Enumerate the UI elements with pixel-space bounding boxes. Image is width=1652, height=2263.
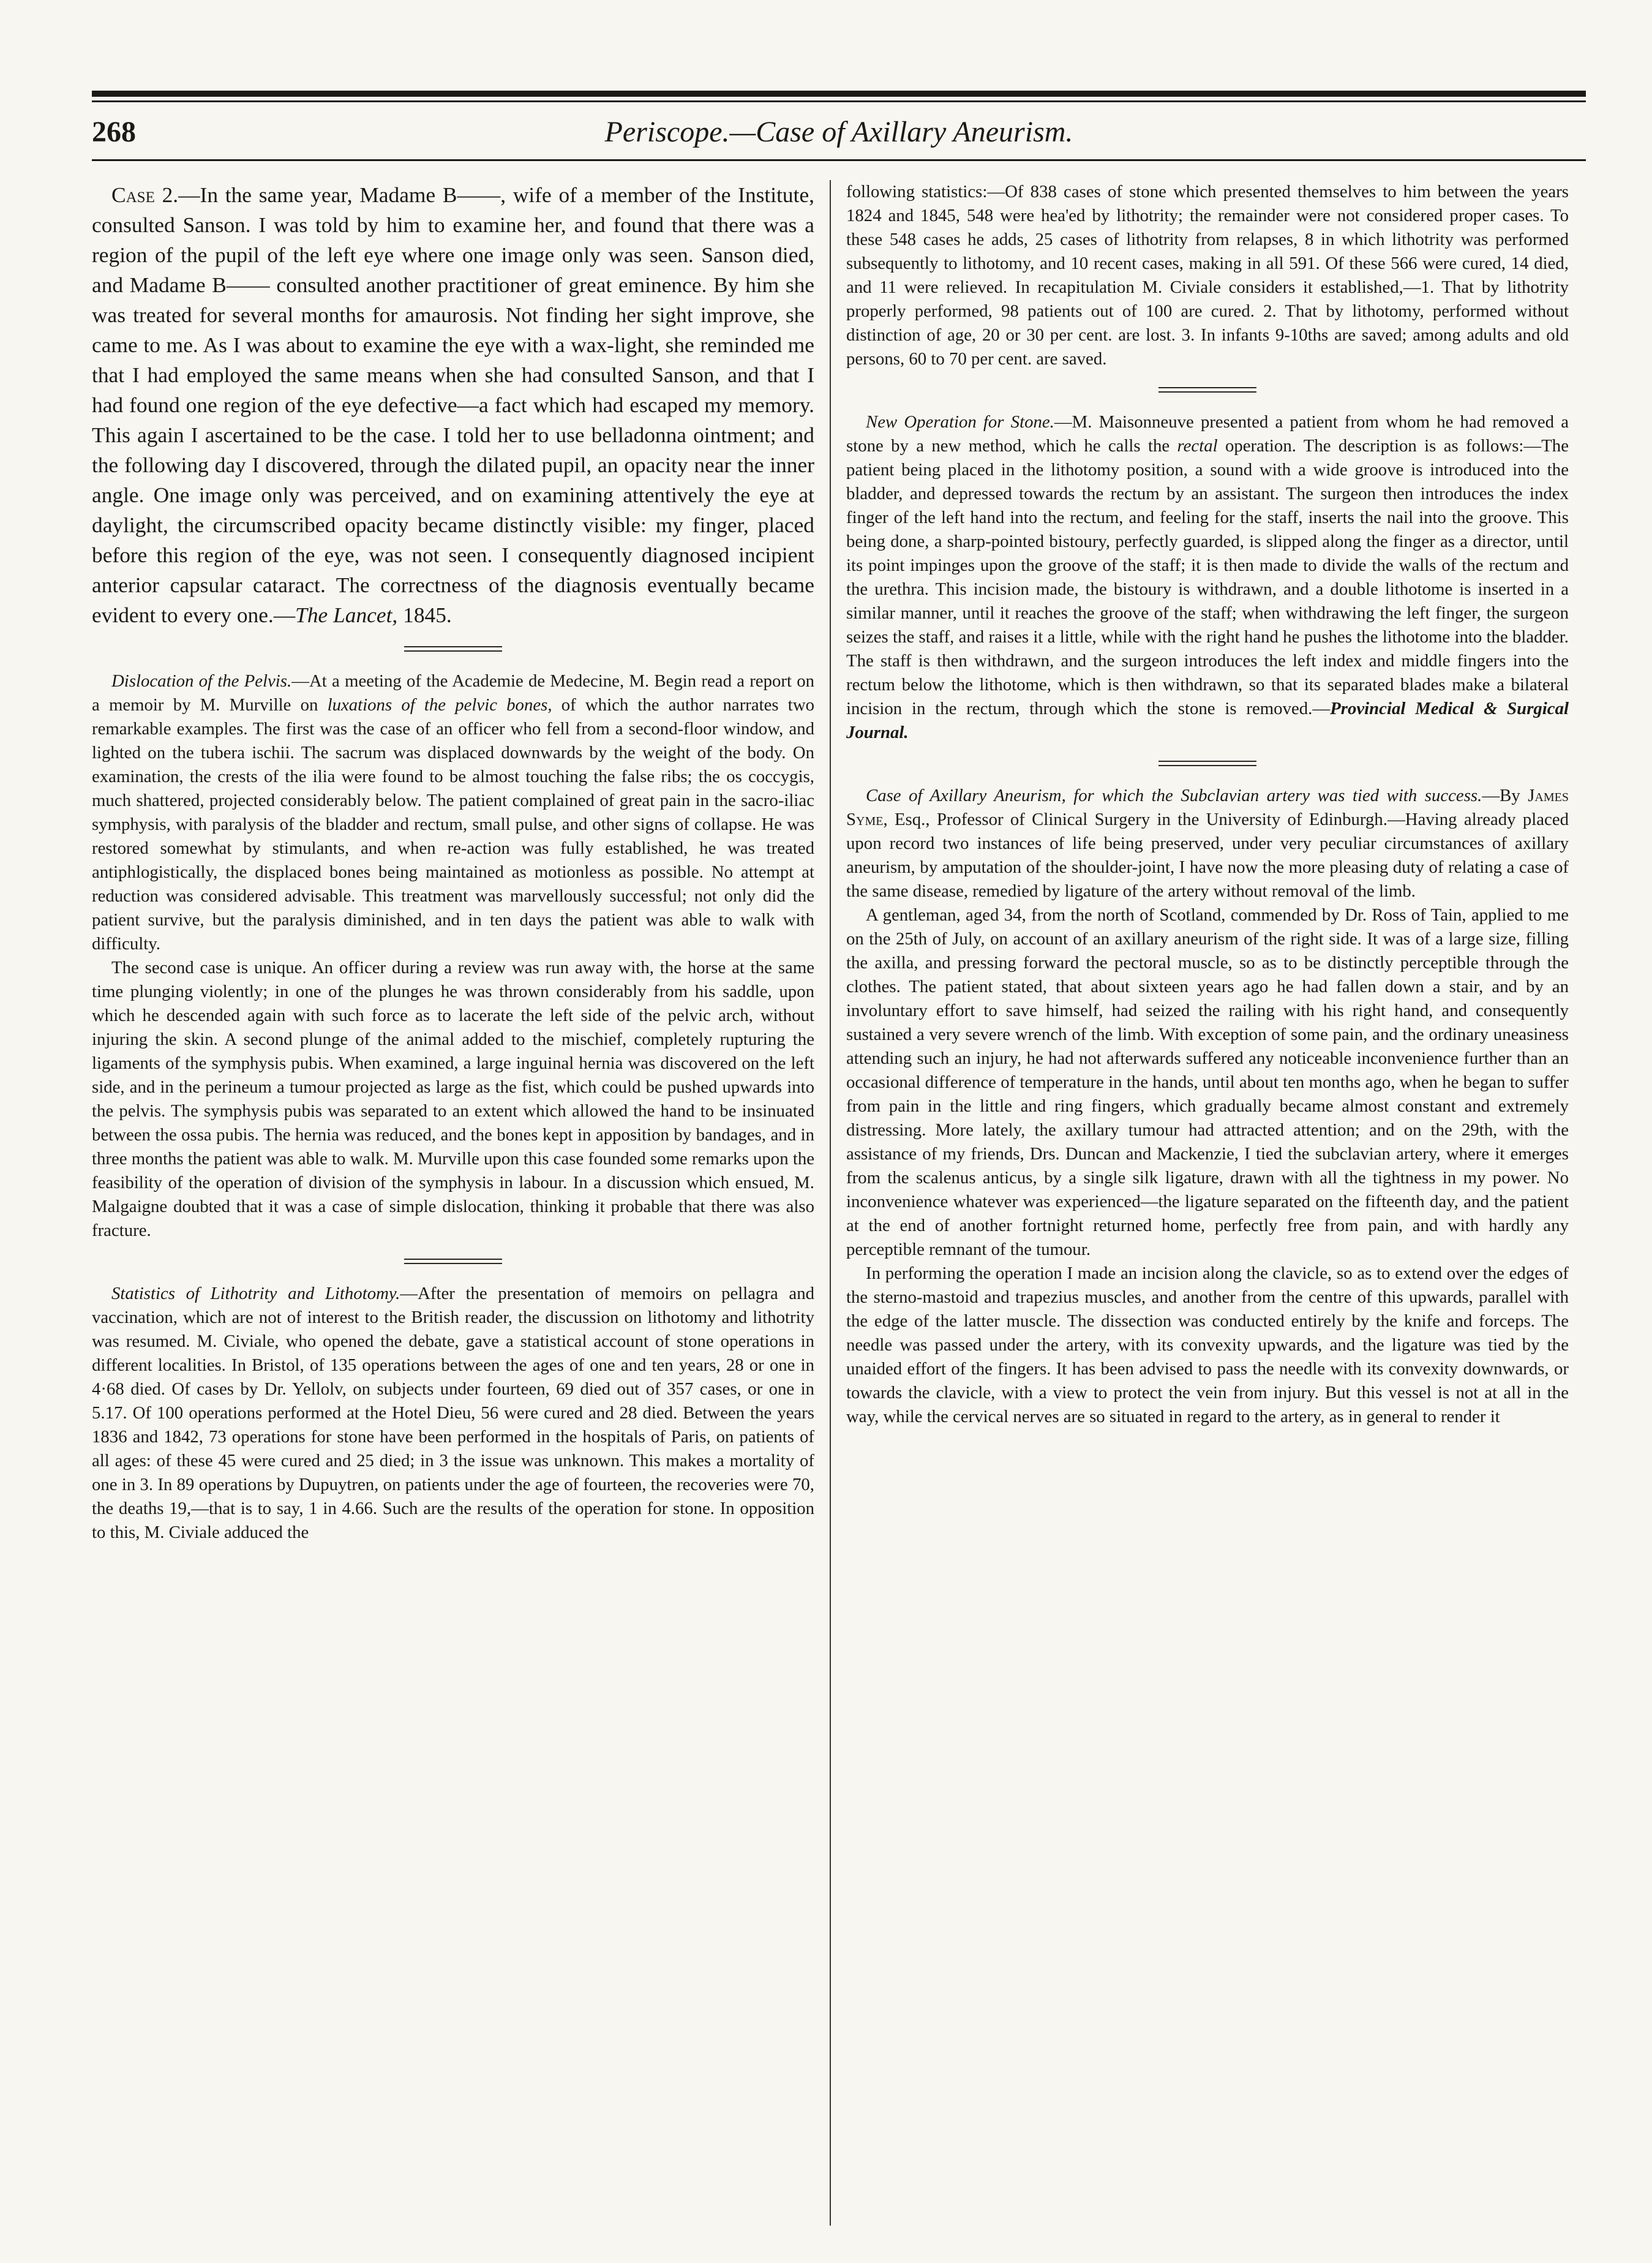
aneurism-text-1: Esq., Professor of Clinical Surgery in the University of Edinburgh.—Having already placed upon record two instances of life being preserved, under very peculiar circumstances of axillary aneurism, by amputation of the shoulder-joint, I have now the more pleasing duty of relating a case of the same disease, remedied by ligature of the artery without removal of the limb. [846, 810, 1569, 901]
header-rule [92, 159, 1586, 161]
aneurism-heading: Case of Axillary Aneurism, for which the Subclavian artery was tied with success. [866, 786, 1482, 805]
dislocation-italic: luxations of the pelvic bones, [327, 695, 552, 715]
aneurism-byline-prefix: —By [1482, 786, 1528, 805]
new-operation-source: Provincial Medical & Surgical Journal. [846, 699, 1569, 742]
dislocation-paragraph-2: The second case is unique. An officer during a review was run away with, the horse at the same time plunging violently; in one of the plunges he was thrown considerably from his saddle, upon which he descended again with such force as to lacerate the left side of the pelvic arch, without injuring the skin. A second plunge of the animal added to the mischief, completely rupturing the ligaments of the symphysis pubis. When examined, a large inguinal hernia was discovered on the left side, and in the perineum a tumour projected as large as the fist, which could be pushed upwards into the pelvis. The symphysis pubis was separated to an extent which allowed the hand to be insinuated between the ossa pubis. The hernia was reduced, and the bones kept in apposition by bandages, and in three months the patient was able to walk. M. Murville upon this case founded some remarks upon the feasibility of the operation of division of the symphysis in labour. In a discussion which ensued, M. Malgaigne doubted that it was a case of simple dislocation, thinking it probable that there was also fracture. [92, 958, 814, 1240]
page-number: 268 [92, 116, 136, 148]
section-separator [404, 1257, 502, 1266]
statistics-paragraph [92, 1282, 814, 1545]
top-rule-thick [92, 91, 1586, 97]
section-separator [1158, 386, 1256, 394]
statistics-heading: Statistics of Lithotrity and Lithotomy. [111, 1284, 400, 1303]
dislocation-text-2: of which the author narrates two remarkable examples. The first was the case of an officer who fell from a second-floor window, and lighted on the tubera ischii. The sacrum was displaced downwards by the weight of the body. On examination, the crests of the ilia were found to be almost touching the false ribs; the os coccygis, much shattered, projected considerably below. The patient complained of great pain in the sacro-iliac symphysis, with paralysis of the bladder and rectum, small pulse, and other signs of collapse. He was restored somewhat by stimulants, and when re-action was fully established, he was treated antiphlogistically, the displaced bones being maintained as motionless as possible. No attempt at reduction was considered advisable. This treatment was marvellously successful; not only did the patient survive, but the paralysis diminished, and in ten days the patient was able to walk with difficulty. [92, 695, 814, 954]
dislocation-heading: Dislocation of the Pelvis. [111, 671, 292, 691]
running-head [92, 115, 1586, 158]
new-operation-text-2: operation. The description is as follows:—The patient being placed in the lithotomy position, a sound with a wide groove is introduced into the bladder, and depressed towards the rectum by an assistant. The surgeon then introduces the index finger of the left hand into the rectum, and feeling for the staff, inserts the nail into the groove. This being done, a sharp-pointed bistoury, perfectly guarded, is slipped along the finger as a director, until its point impinges upon the groove of the staff; it is then made to divide the walls of the rectum and the urethra. This incision made, the bistoury is withdrawn, and a double lithotome is inserted in a similar manner, until it reaches the groove of the staff; when withdrawing the left finger, the surgeon seizes the staff, and raises it a little, while with the right hand he pushes the lithotome into the bladder. The staff is then withdrawn, and the surgeon introduces the left index and middle fingers into the rectum below the lithotome, which is then withdrawn, so that its separated blades make a bilateral incision in the rectum, through which the stone is removed.— [846, 436, 1569, 718]
right-column [846, 180, 1569, 2226]
column-divider [830, 180, 831, 2226]
aneurism-author: James Syme, [846, 786, 1569, 829]
case-2-year: 1845. [397, 603, 452, 627]
dislocation-paragraph-1 [92, 669, 814, 956]
running-title: Periscope.—Case of Axillary Aneurism. [604, 116, 1073, 148]
case-2-paragraph [92, 180, 814, 630]
case-2-text: —In the same year, Madame B——, wife of a member of the Institute, consulted Sanson. I was told by him to examine her, and found that there was a region of the pupil of the left eye where one image only was seen. Sanson died, and Madame B—— consulted another practitioner of great eminence. By him she was treated for several months for amaurosis. Not finding her sight improve, she came to me. As I was about to examine the eye with a wax-light, she reminded me that I had employed the same means when she had consulted Sanson, and that I had found one region of the eye defective—a fact which had escaped my memory. This again I ascertained to be the case. I told her to use belladonna ointment; and the following day I discovered, through the dilated pupil, an opacity near the inner angle. One image only was perceived, and on examining attentively the eye at daylight, the circumscribed opacity became distinctly visible: my finger, placed before this region of the eye, was not seen. I consequently diagnosed incipient anterior capsular cataract. The correctness of the diagnosis eventually became evident to every one.— [92, 183, 814, 627]
aneurism-paragraph-2: A gentleman, aged 34, from the north of Scotland, commended by Dr. Ross of Tain, applied to me on the 25th of July, on account of an axillary aneurism of the right side. It was of a large size, filling the axilla, and pressing forward the pectoral muscle, so as to be distinctly perceptible through the clothes. The patient stated, that about sixteen years ago he had fallen down a stair, and by an involuntary effort to save himself, had seized the railing with his right hand, and consequently sustained a very severe wrench of the limb. With exception of some pain, and the ordinary uneasiness attending such an injury, he had not afterwards suffered any noticeable inconvenience further than an occasional difference of temperature in the hands, until about ten months ago, when he began to suffer from pain in the little and ring fingers, which gradually became almost constant and extremely distressing. More lately, the axillary tumour had attracted attention; and on the 29th, with the assistance of my friends, Drs. Duncan and Mackenzie, I tied the subclavian artery, where it emerges from the scalenus anticus, by a single silk ligature, drawn with all the tightness in my power. No inconvenience whatever was experienced—the ligature separated on the fifteenth day, and the patient at the end of another fortnight returned home, perfectly free from pain, and with hardly any perceptible remnant of the tumour. [846, 905, 1569, 1259]
section-separator [1158, 759, 1256, 768]
new-operation-italic: rectal [1177, 436, 1218, 456]
case-2-source: The Lancet, [295, 603, 398, 627]
left-column [92, 180, 814, 2226]
dislocation-text-1: —At a meeting of the Academie de Medecine, M. Begin read a report on a memoir by M. Murville on [92, 671, 814, 715]
new-operation-heading: New Operation for Stone. [866, 412, 1054, 432]
new-operation-paragraph [846, 410, 1569, 745]
top-rule-thin [92, 100, 1586, 102]
case-2-lead: Case 2. [111, 183, 179, 207]
new-operation-text-1: —M. Maisonneuve presented a patient from whom he had removed a stone by a new method, which he calls the [846, 412, 1569, 456]
aneurism-paragraph-1 [846, 784, 1569, 903]
journal-page [92, 91, 1586, 2234]
aneurism-paragraph-3: In performing the operation I made an incision along the clavicle, so as to extend over the edges of the sterno-mastoid and trapezius muscles, and another from the centre of this upwards, parallel with the edge of the latter muscle. The dissection was conducted entirely by the knife and forceps. The needle was passed under the artery, with its convexity upwards, and the ligature was tied by the unaided effort of the fingers. It has been advised to pass the needle with its convexity downwards, or towards the clavicle, with a view to protect the vein from injury. But this vessel is not at all in the way, while the cervical nerves are so situated in regard to the artery, as in general to render it [846, 1263, 1569, 1426]
statistics-text: —After the presentation of memoirs on pellagra and vaccination, which are not of interest to the British reader, the discussion on lithotomy and lithotrity was resumed. M. Civiale, who opened the debate, gave a statistical account of stone operations in different localities. In Bristol, of 135 operations between the ages of one and ten years, 28 or one in 4·68 died. Of cases by Dr. Yellolv, on subjects under fourteen, 69 died out of 357 cases, or one in 5.17. Of 100 operations performed at the Hotel Dieu, 56 were cured and 28 died. Between the years 1836 and 1842, 73 operations for stone have been performed in the hospitals of Paris, on patients of all ages: of these 45 were cured and 25 died; in 3 the issue was unknown. This makes a mortality of one in 3. In 89 operations by Dupuytren, on patients under the age of fourteen, the recoveries were 70, the deaths 19,—that is to say, 1 in 4.66. Such are the results of the operation for stone. In opposition to this, M. Civiale adduced the [92, 1284, 814, 1542]
statistics-continued: following statistics:—Of 838 cases of stone which presented themselves to him between the years 1824 and 1845, 548 were hea'ed by lithotrity; the remainder were not considered proper cases. To these 548 cases he adds, 25 cases of lithotrity from relapses, 8 in which lithotrity was performed subsequently to lithotomy, and 10 recent cases, making in all 591. Of these 566 were cured, 14 died, and 11 were relieved. In recapitulation M. Civiale considers it established,—1. That by lithotrity properly performed, 98 patients out of 100 are cured. 2. That by lithotomy, performed without distinction of age, 20 or 30 per cent. are lost. 3. In infants 9-10ths are saved; among adults and old persons, 60 to 70 per cent. are saved. [846, 182, 1569, 369]
section-separator [404, 645, 502, 653]
